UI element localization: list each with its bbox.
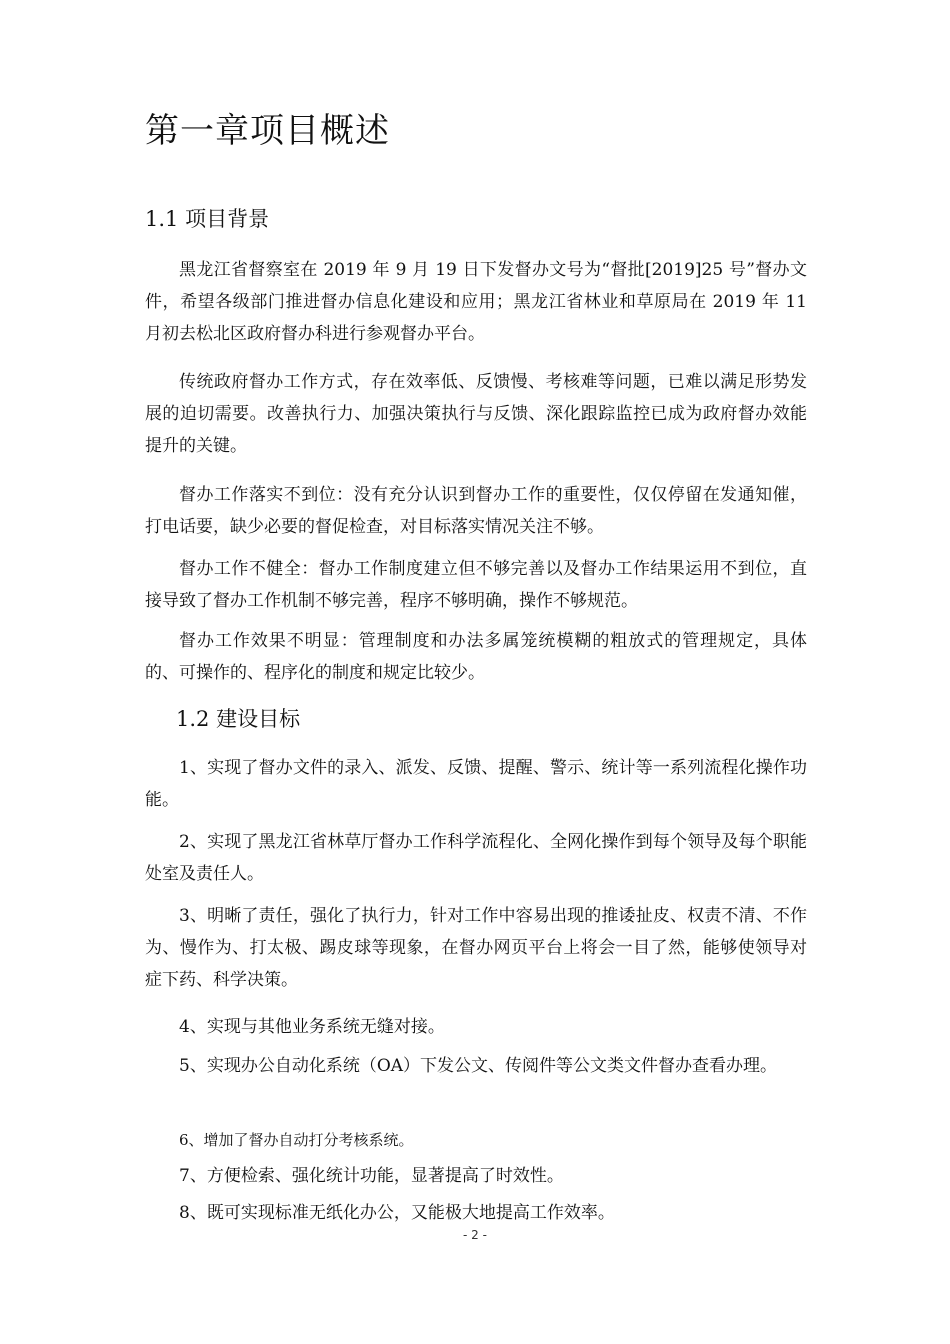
goal-item: 3、明晰了责任，强化了执行力，针对工作中容易出现的推诿扯皮、权责不清、不作为、慢作为、打太极、踢皮球等现象，在督办网页平台上将会一目了然，能够使领导对症下药、科学决策。 <box>145 906 807 990</box>
goal-item: 4、实现与其他业务系统无缝对接。 <box>179 1017 445 1037</box>
goal-item: 8、既可实现标准无纸化办公，又能极大地提高工作效率。 <box>179 1203 615 1223</box>
goal-item: 1、实现了督办文件的录入、派发、反馈、提醒、警示、统计等一系列流程化操作功能。 <box>145 758 807 810</box>
goal-item: 5、实现办公自动化系统（OA）下发公文、传阅件等公文类文件督办查看办理。 <box>179 1056 778 1076</box>
background-paragraph: 督办工作效果不明显：管理制度和办法多属笼统模糊的粗放式的管理规定，具体的、可操作的、程序化的制度和规定比较少。 <box>145 631 807 683</box>
chapter-title: 第一章项目概述 <box>145 111 390 151</box>
background-paragraph: 传统政府督办工作方式，存在效率低、反馈慢、考核难等问题，已难以满足形势发展的迫切需要。改善执行力、加强决策执行与反馈、深化跟踪监控已成为政府督办效能提升的关键。 <box>145 372 807 456</box>
goal-item: 7、方便检索、强化统计功能，显著提高了时效性。 <box>179 1166 564 1186</box>
goal-item: 2、实现了黑龙江省林草厅督办工作科学流程化、全网化操作到每个领导及每个职能处室及责任人。 <box>145 832 807 884</box>
goal-item: 6、增加了督办自动打分考核系统。 <box>179 1131 414 1149</box>
background-paragraph: 黑龙江省督察室在 2019 年 9 月 19 日下发督办文号为“督批[2019]25 号”督办文件，希望各级部门推进督办信息化建设和应用；黑龙江省林业和草原局在 2019 年 11 月初去松北区政府督办科进行参观督办平台。 <box>145 260 807 344</box>
section-title-background: 1.1 项目背景 <box>145 207 270 231</box>
background-paragraph: 督办工作落实不到位：没有充分认识到督办工作的重要性，仅仅停留在发通知催，打电话要，缺少必要的督促检查，对目标落实情况关注不够。 <box>145 485 807 537</box>
page-number: - 2 - <box>463 1228 487 1242</box>
section-title-goals: 1.2 建设目标 <box>176 707 301 731</box>
background-paragraph: 督办工作不健全：督办工作制度建立但不够完善以及督办工作结果运用不到位，直接导致了督办工作机制不够完善，程序不够明确，操作不够规范。 <box>145 559 807 611</box>
